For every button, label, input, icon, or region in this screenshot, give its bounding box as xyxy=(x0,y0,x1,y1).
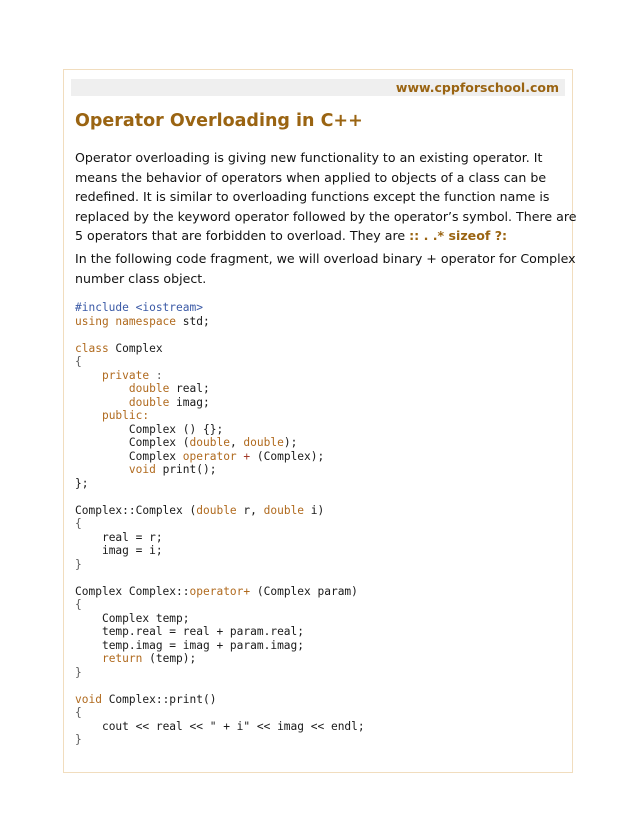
code-line xyxy=(75,409,565,423)
code-text: Complex Complex:: xyxy=(75,584,190,598)
code-blank-line xyxy=(75,571,565,585)
code-line xyxy=(75,720,565,734)
keyword: double xyxy=(128,395,170,409)
code-text: (Complex); xyxy=(250,449,325,463)
code-text: ); xyxy=(283,436,298,450)
code-line xyxy=(75,652,565,666)
code-line xyxy=(75,585,565,599)
code-text: Complex::print() xyxy=(101,692,217,706)
forbidden-operators: :: . .* sizeof ?: xyxy=(409,228,508,244)
code-text: real = r; xyxy=(101,530,163,544)
brace: } xyxy=(75,665,82,679)
code-text: cout << real << " + i" << imag << endl; xyxy=(101,719,365,733)
code-text: Complex () {}; xyxy=(128,422,224,436)
intro-paragraph xyxy=(75,148,577,246)
code-text: : xyxy=(149,368,163,382)
intro-line: means the behavior of operators when applied to objects of a class can be xyxy=(75,169,547,185)
keyword: void xyxy=(75,692,102,706)
keyword: double xyxy=(128,382,170,396)
code-text: Complex ( xyxy=(128,436,190,450)
code-line xyxy=(75,598,565,612)
fragment-line: number class object. xyxy=(75,270,207,286)
keyword: private xyxy=(101,368,150,382)
code-text: i) xyxy=(304,503,325,517)
intro-line: Operator overloading is giving new functionality to an existing operator. It xyxy=(75,150,543,165)
keyword: public: xyxy=(101,409,150,423)
code-text: (temp); xyxy=(142,652,197,666)
code-line xyxy=(75,666,565,680)
fragment-line: In the following code fragment, we will overload binary + operator for Complex xyxy=(75,251,576,266)
code-block xyxy=(75,301,565,747)
intro-line: redefined. It is similar to overloading functions except the function name is xyxy=(75,189,550,205)
operator-symbol: + xyxy=(236,449,251,463)
code-line xyxy=(75,396,565,410)
code-text: r, xyxy=(236,503,264,517)
code-text: Complex xyxy=(128,449,183,463)
intro-line xyxy=(75,226,565,246)
keyword: double xyxy=(263,503,305,517)
code-text: , xyxy=(229,436,244,450)
code-text: Complex temp; xyxy=(101,611,190,625)
site-url-banner[interactable] xyxy=(71,79,565,96)
code-text: Complex::Complex ( xyxy=(75,503,197,517)
code-line xyxy=(75,382,565,396)
code-line xyxy=(75,369,565,383)
code-line xyxy=(75,436,565,450)
code-line xyxy=(75,342,565,356)
intro-last-prefix: 5 operators that are forbidden to overload. They are xyxy=(75,228,410,244)
brace: { xyxy=(75,706,82,720)
code-line xyxy=(75,423,565,437)
keyword: class xyxy=(75,341,109,355)
keyword: double xyxy=(189,436,230,450)
code-line xyxy=(75,706,565,720)
code-line xyxy=(75,517,565,531)
code-line xyxy=(75,558,565,572)
code-line xyxy=(75,693,565,707)
code-text: }; xyxy=(75,476,89,490)
code-text: imag = i; xyxy=(101,544,163,558)
include-directive: #include <iostream> xyxy=(75,301,203,314)
code-line xyxy=(75,450,565,464)
keyword: void xyxy=(128,463,156,477)
code-blank-line xyxy=(75,328,565,342)
brace: { xyxy=(75,598,82,612)
code-text: temp.imag = imag + param.imag; xyxy=(101,638,305,652)
code-line xyxy=(75,463,565,477)
code-text: temp.real = real + param.real; xyxy=(101,625,305,639)
code-text: (Complex param) xyxy=(250,584,358,598)
keyword: operator xyxy=(182,449,237,463)
brace: } xyxy=(75,557,82,571)
code-line xyxy=(75,504,565,518)
code-line xyxy=(75,544,565,558)
code-line xyxy=(75,612,565,626)
fragment-paragraph xyxy=(75,249,576,288)
page-title: Operator Overloading in C++ xyxy=(75,111,363,131)
keyword: return xyxy=(101,652,143,666)
keyword: double xyxy=(243,436,284,450)
code-text: real; xyxy=(169,382,210,396)
intro-line: replaced by the keyword operator followed by the operator’s symbol. There are xyxy=(75,208,577,224)
code-text: std; xyxy=(176,314,210,328)
code-blank-line xyxy=(75,490,565,504)
keyword: operator+ xyxy=(189,584,251,598)
code-line xyxy=(75,477,565,491)
code-line xyxy=(75,355,565,369)
code-text: Complex xyxy=(108,341,163,355)
code-text: imag; xyxy=(169,395,210,409)
code-line xyxy=(75,315,565,329)
site-url[interactable]: www.cppforschool.com xyxy=(395,80,559,95)
code-text: print(); xyxy=(155,463,217,477)
code-line xyxy=(75,625,565,639)
brace: } xyxy=(75,733,82,747)
keyword: double xyxy=(196,503,237,517)
brace: { xyxy=(75,517,82,531)
code-line xyxy=(75,733,565,747)
brace: { xyxy=(75,355,82,369)
code-line xyxy=(75,531,565,545)
keyword: using namespace xyxy=(75,314,177,328)
code-blank-line xyxy=(75,679,565,693)
code-line xyxy=(75,301,565,315)
code-line xyxy=(75,639,565,653)
